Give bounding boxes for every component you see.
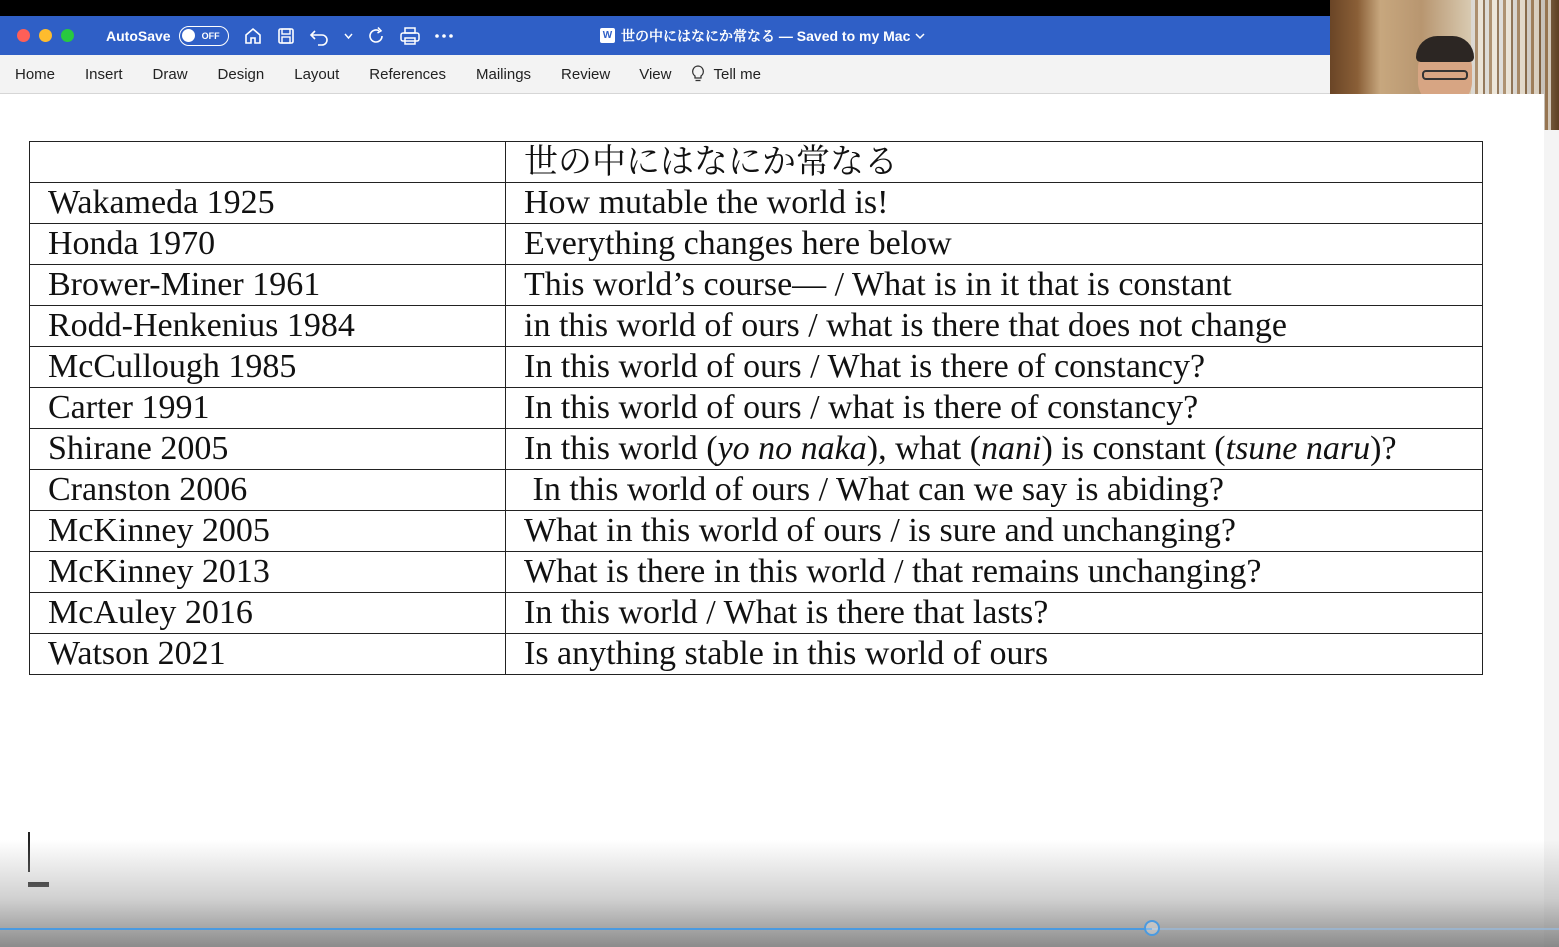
table-row — [30, 634, 1483, 675]
person-hair — [1416, 36, 1474, 62]
person-glasses — [1422, 70, 1468, 80]
tab-home[interactable]: Home — [15, 65, 56, 83]
source-cell[interactable]: Rodd-Henkenius 1984 — [30, 306, 506, 347]
translation-cell[interactable] — [506, 429, 1483, 470]
close-window-button[interactable] — [17, 29, 30, 42]
translation-text: )? — [1370, 430, 1397, 467]
toggle-knob — [182, 29, 195, 42]
translation-cell[interactable]: What is there in this world / that remains unchanging? — [506, 552, 1483, 593]
source-cell[interactable]: Shirane 2005 — [30, 429, 506, 470]
table-row — [30, 429, 1483, 470]
source-cell[interactable]: McCullough 1985 — [30, 347, 506, 388]
word-document-icon: W — [600, 28, 615, 43]
undo-dropdown-chevron-icon[interactable] — [344, 32, 353, 40]
minimize-window-button[interactable] — [39, 29, 52, 42]
translation-cell[interactable]: In this world of ours / What is there of constancy? — [506, 347, 1483, 388]
table-row — [30, 593, 1483, 634]
tab-insert[interactable]: Insert — [85, 65, 123, 83]
translations-table-body — [30, 142, 1483, 675]
playback-progress-bar[interactable] — [0, 928, 1559, 930]
autosave-label: AutoSave — [106, 27, 171, 44]
ribbon-tabs — [0, 55, 1330, 94]
romanized-term: yo no naka — [717, 430, 867, 467]
tab-review[interactable]: Review — [561, 65, 611, 83]
translation-text: ), what ( — [866, 430, 982, 467]
window-controls — [17, 29, 74, 42]
translation-text: In this world ( — [524, 430, 718, 467]
translation-cell[interactable]: What in this world of ours / is sure and unchanging? — [506, 511, 1483, 552]
tab-view[interactable]: View — [639, 65, 672, 83]
playback-scrubber-handle[interactable] — [1144, 920, 1160, 936]
zoom-window-button[interactable] — [61, 29, 74, 42]
screen-top-bar — [0, 0, 1559, 16]
translation-cell[interactable]: Is anything stable in this world of ours — [506, 634, 1483, 675]
tab-mailings[interactable]: Mailings — [476, 65, 532, 83]
source-cell[interactable]: McKinney 2013 — [30, 552, 506, 593]
print-icon[interactable] — [399, 26, 421, 46]
translation-cell[interactable]: In this world of ours / What can we say is abiding? — [506, 470, 1483, 511]
table-row — [30, 306, 1483, 347]
more-icon[interactable] — [434, 33, 454, 39]
translation-cell[interactable]: How mutable the world is! — [506, 183, 1483, 224]
translation-cell[interactable]: In this world / What is there that lasts? — [506, 593, 1483, 634]
source-cell[interactable]: Watson 2021 — [30, 634, 506, 675]
autosave-toggle[interactable] — [179, 26, 229, 46]
home-icon[interactable] — [243, 26, 263, 46]
autosave-state: OFF — [201, 30, 220, 41]
document-page[interactable] — [0, 94, 1544, 947]
table-row — [30, 511, 1483, 552]
table-row — [30, 265, 1483, 306]
document-title[interactable] — [600, 16, 925, 55]
tab-design[interactable]: Design — [217, 65, 265, 83]
romanized-term: nani — [981, 430, 1042, 467]
undo-icon[interactable] — [309, 26, 331, 46]
source-cell[interactable]: Carter 1991 — [30, 388, 506, 429]
redo-icon[interactable] — [366, 26, 386, 46]
table-row — [30, 552, 1483, 593]
translation-cell[interactable]: This world’s course— / What is in it that is constant — [506, 265, 1483, 306]
title-chevron-down-icon[interactable] — [915, 32, 925, 40]
table-row — [30, 388, 1483, 429]
source-cell[interactable]: McAuley 2016 — [30, 593, 506, 634]
header-empty-cell[interactable] — [30, 142, 506, 183]
table-row — [30, 470, 1483, 511]
tab-draw[interactable]: Draw — [152, 65, 188, 83]
source-cell[interactable]: Honda 1970 — [30, 224, 506, 265]
table-row — [30, 224, 1483, 265]
right-margin — [1544, 130, 1559, 947]
translation-cell[interactable]: Everything changes here below — [506, 224, 1483, 265]
romanized-term: tsune naru — [1225, 430, 1371, 467]
translation-cell[interactable]: in this world of ours / what is there that does not change — [506, 306, 1483, 347]
lightbulb-icon — [691, 65, 705, 83]
document-title-text: 世の中にはなにか常なる — Saved to my Mac — [621, 27, 911, 44]
save-icon[interactable] — [276, 26, 296, 46]
table-header-row — [30, 142, 1483, 183]
tell-me-label: Tell me — [713, 65, 761, 83]
source-cell[interactable]: Wakameda 1925 — [30, 183, 506, 224]
tab-layout[interactable]: Layout — [294, 65, 340, 83]
tell-me-search[interactable] — [691, 65, 761, 83]
source-cell[interactable]: Brower-Miner 1961 — [30, 265, 506, 306]
source-cell[interactable]: Cranston 2006 — [30, 470, 506, 511]
translation-cell[interactable]: In this world of ours / what is there of constancy? — [506, 388, 1483, 429]
tab-references[interactable]: References — [369, 65, 447, 83]
japanese-original-cell[interactable]: 世の中にはなにか常なる — [506, 142, 1483, 183]
table-row — [30, 347, 1483, 388]
table-row — [30, 183, 1483, 224]
title-bar — [0, 16, 1330, 55]
translations-table — [29, 141, 1483, 675]
translation-text: ) is constant ( — [1041, 430, 1226, 467]
playback-progress-fill — [0, 928, 1152, 930]
video-controls-overlay — [0, 840, 1559, 947]
source-cell[interactable]: McKinney 2005 — [30, 511, 506, 552]
